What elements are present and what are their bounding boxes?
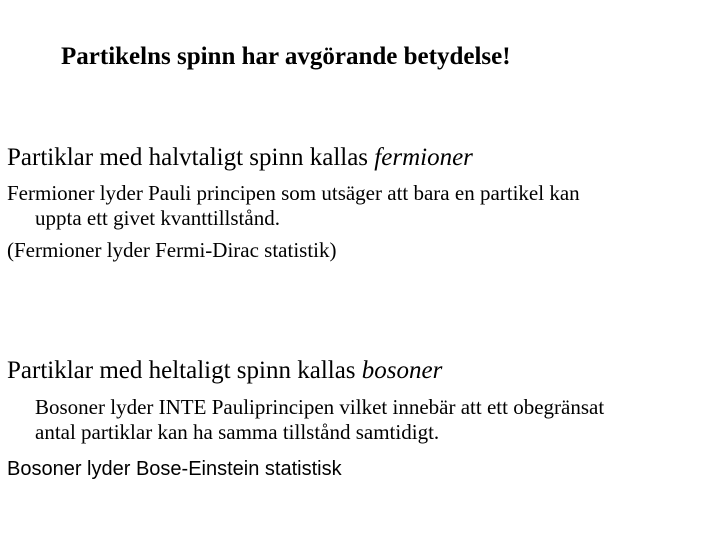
fermion-pauli-text	[7, 181, 580, 231]
page-title: Partikelns spinn har avgörande betydelse!	[61, 43, 511, 70]
fermion-pauli-line-2: uppta ett givet kvanttillstånd.	[35, 206, 280, 230]
boson-heading-text: Partiklar med heltaligt spinn kallas	[7, 357, 362, 384]
boson-pauli-line-1: Bosoner lyder INTE Pauliprincipen vilket innebär att ett obegränsat	[35, 395, 605, 419]
fermion-heading-text: Partiklar med halvtaligt spinn kallas	[7, 144, 375, 171]
boson-statistics: Bosoner lyder Bose-Einstein statistisk	[7, 458, 342, 480]
boson-term: bosoner	[361, 357, 443, 384]
fermion-heading	[7, 141, 473, 175]
fermion-statistics: (Fermioner lyder Fermi-Dirac statistik)	[7, 238, 337, 262]
boson-pauli-line-2: antal partiklar kan ha samma tillstånd samtidigt.	[35, 420, 440, 444]
fermion-term: fermioner	[374, 144, 473, 171]
boson-pauli-text	[7, 395, 604, 445]
fermion-pauli-line-1: Fermioner lyder Pauli principen som utsäger att bara en partikel kan	[7, 181, 580, 205]
boson-heading	[7, 354, 442, 388]
